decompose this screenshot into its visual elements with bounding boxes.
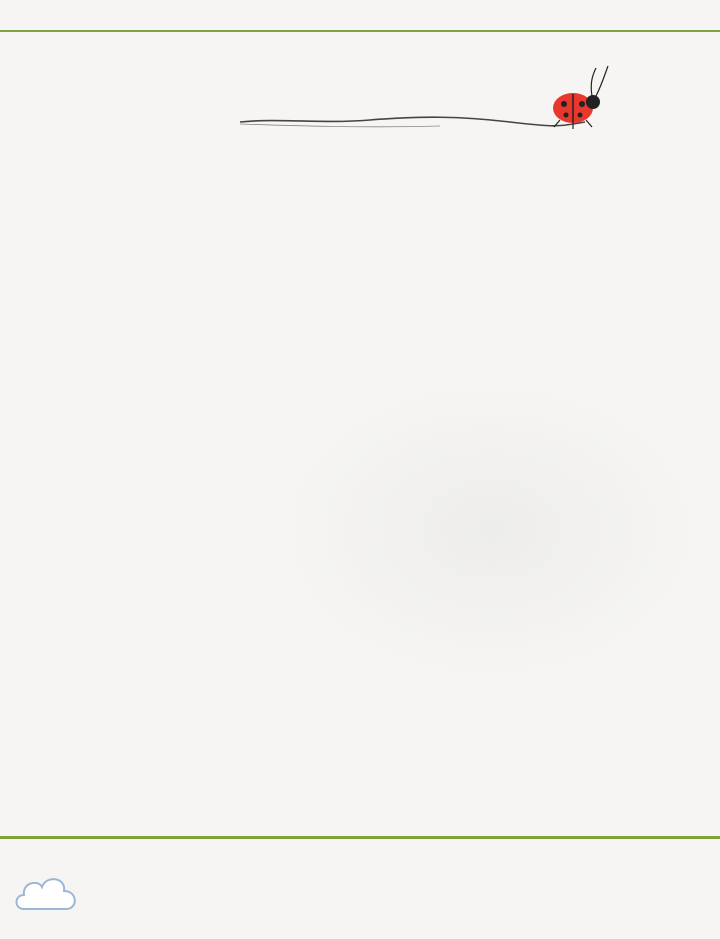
background-illustration (280, 380, 700, 680)
cloud-icon (12, 865, 82, 917)
ladybug-icon (240, 64, 620, 144)
top-decorative-strip (0, 0, 720, 32)
bottom-decorative-strip (0, 836, 720, 939)
